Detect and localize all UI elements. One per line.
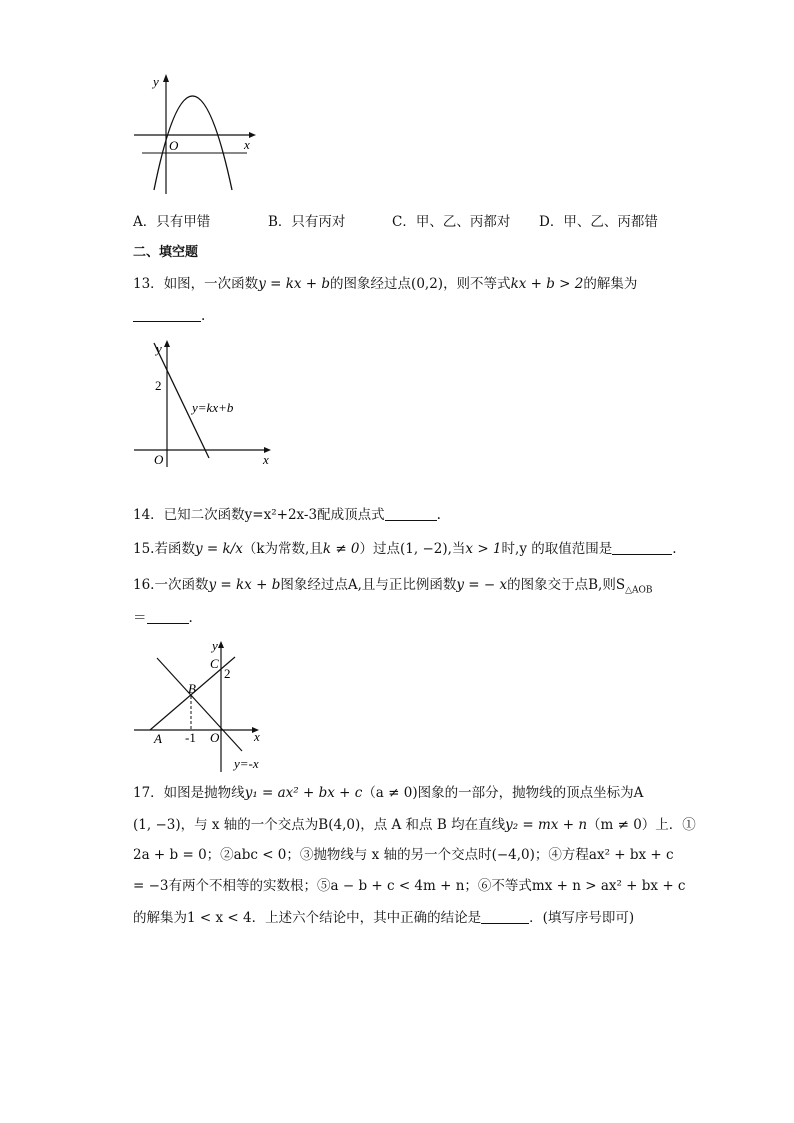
q17-line5	[133, 909, 634, 927]
origin-label: O	[210, 730, 220, 745]
q15-math4: x > 1	[465, 541, 502, 557]
q17-line4	[133, 877, 686, 895]
q15-math2: k ≠ 0	[322, 541, 360, 557]
q17-l4: = −3有两个不相等的实数根；⑤a − b + c < 4m + n；⑥不等式mx + n > ax² + bx + c	[133, 878, 686, 894]
x-axis-arrow	[249, 132, 256, 138]
x-axis-label: x	[244, 137, 250, 152]
q17-line3	[133, 846, 674, 864]
q14-text	[133, 506, 441, 524]
q14-answer-blank[interactable]	[385, 506, 437, 521]
q16-part1: 16.一次函数	[133, 577, 209, 593]
q15-part5: 时,y 的取值范围是	[501, 541, 613, 557]
tick-label-neg1: -1	[185, 730, 196, 745]
point-c-label: C	[210, 656, 219, 671]
q17-l2-part1: (1, −3)	[133, 817, 181, 833]
q17-line1	[133, 784, 643, 802]
y-axis-arrow	[218, 641, 224, 648]
q16-end: .	[188, 610, 193, 626]
line-equation-label: y=-x	[234, 756, 259, 771]
q15-text	[133, 540, 677, 558]
q17-l1-part2: （a ≠ 0)图象的一部分，抛物线的顶点坐标为A	[362, 785, 644, 801]
q17-l2-part2: ，与 x 轴的一个交点为B(4,0)，点 A 和点 B 均在直线	[180, 817, 506, 833]
option-c[interactable]: C．甲、乙、丙都对	[392, 214, 511, 230]
q13-math3: kx + b > 2	[510, 276, 584, 292]
q16-subscript: △AOB	[625, 585, 653, 596]
q13-number: 13．	[133, 276, 164, 292]
q13-end: .	[201, 308, 206, 324]
q17-l1-part1: 17．如图是抛物线	[133, 785, 245, 801]
q13-answer-line	[133, 307, 205, 325]
y-axis-label: y	[153, 74, 159, 89]
q16-part2: 图象经过点A,且与正比例函数	[280, 577, 457, 593]
q17-l1-math: y₁ = ax² + bx + c	[244, 785, 363, 801]
y-axis-arrow	[164, 340, 170, 347]
q17-line2	[133, 816, 696, 834]
origin-label: O	[154, 452, 164, 467]
q16-part3: 的图象交于点B,则S	[507, 577, 626, 593]
q15-answer-blank[interactable]	[612, 540, 672, 555]
y-axis-label: y	[156, 341, 162, 356]
q17-l5-part1: 的解集为1 < x < 4．上述六个结论中，其中正确的结论是	[133, 910, 482, 926]
point-b-label: B	[188, 681, 196, 696]
option-d[interactable]: D．甲、乙、丙都错	[539, 214, 658, 230]
section-title: 二、填空题	[133, 245, 199, 260]
q16-math1: y = kx + b	[208, 577, 281, 593]
q13-answer-blank[interactable]	[133, 307, 201, 322]
q13-math1: y = kx + b	[258, 276, 331, 292]
tick-label-2: 2	[155, 378, 162, 393]
q12-parabola-figure	[132, 72, 257, 196]
q15-part2: （k为常数,且	[242, 541, 323, 557]
q16-math2: y = − x	[456, 577, 508, 593]
q14-question: 14．已知二次函数y=x²+2x-3配成顶点式	[133, 507, 385, 523]
q13-part1: 如图，一次函数	[163, 276, 259, 292]
point-a-label: A	[154, 731, 162, 746]
y-axis-arrow	[163, 74, 169, 82]
q14-end: .	[436, 507, 441, 523]
q15-part1: 15.若函数	[133, 541, 195, 557]
q17-answer-blank[interactable]	[481, 909, 529, 924]
q16-text	[133, 576, 653, 600]
q13-line-figure	[132, 338, 274, 468]
q17-l2-math: y₂ = mx + n	[505, 817, 588, 833]
q13-text	[133, 275, 637, 293]
origin-label: O	[169, 138, 179, 153]
x-axis-label: x	[254, 729, 260, 744]
q15-math3: (1, −2)	[400, 541, 448, 557]
q16-intersection-figure	[132, 638, 272, 774]
q13-math2: (0,2)	[411, 276, 444, 292]
q13-part3: ，则不等式	[443, 276, 511, 292]
q16-answer-blank[interactable]	[147, 609, 189, 624]
line-equation-label: y=kx+b	[192, 400, 234, 415]
q17-l3: 2a + b = 0；②abc < 0；③抛物线与 x 轴的另一个交点时(−4,0)；④方程ax² + bx + c	[133, 847, 674, 863]
x-axis-label: x	[263, 452, 269, 467]
q12-options	[133, 213, 658, 231]
q17-l5-part2: ．(填写序号即可)	[529, 910, 635, 926]
option-b[interactable]: B．只有丙对	[268, 214, 346, 230]
q13-part2: 的图象经过点	[330, 276, 412, 292]
y-axis-label: y	[212, 638, 218, 653]
tick-label-2: 2	[224, 666, 231, 681]
q15-end: .	[672, 541, 677, 557]
q15-part4: ,当	[447, 541, 466, 557]
q15-math1: y = k/x	[194, 541, 243, 557]
q17-l2-part3: （m ≠ 0）上．①	[587, 817, 696, 833]
q16-answer-line	[133, 609, 193, 627]
q16-equals: ＝	[133, 610, 147, 626]
q13-part4: 的解集为	[583, 276, 638, 292]
q15-part3: ）过点	[359, 541, 401, 557]
option-a[interactable]: A．只有甲错	[133, 214, 211, 230]
